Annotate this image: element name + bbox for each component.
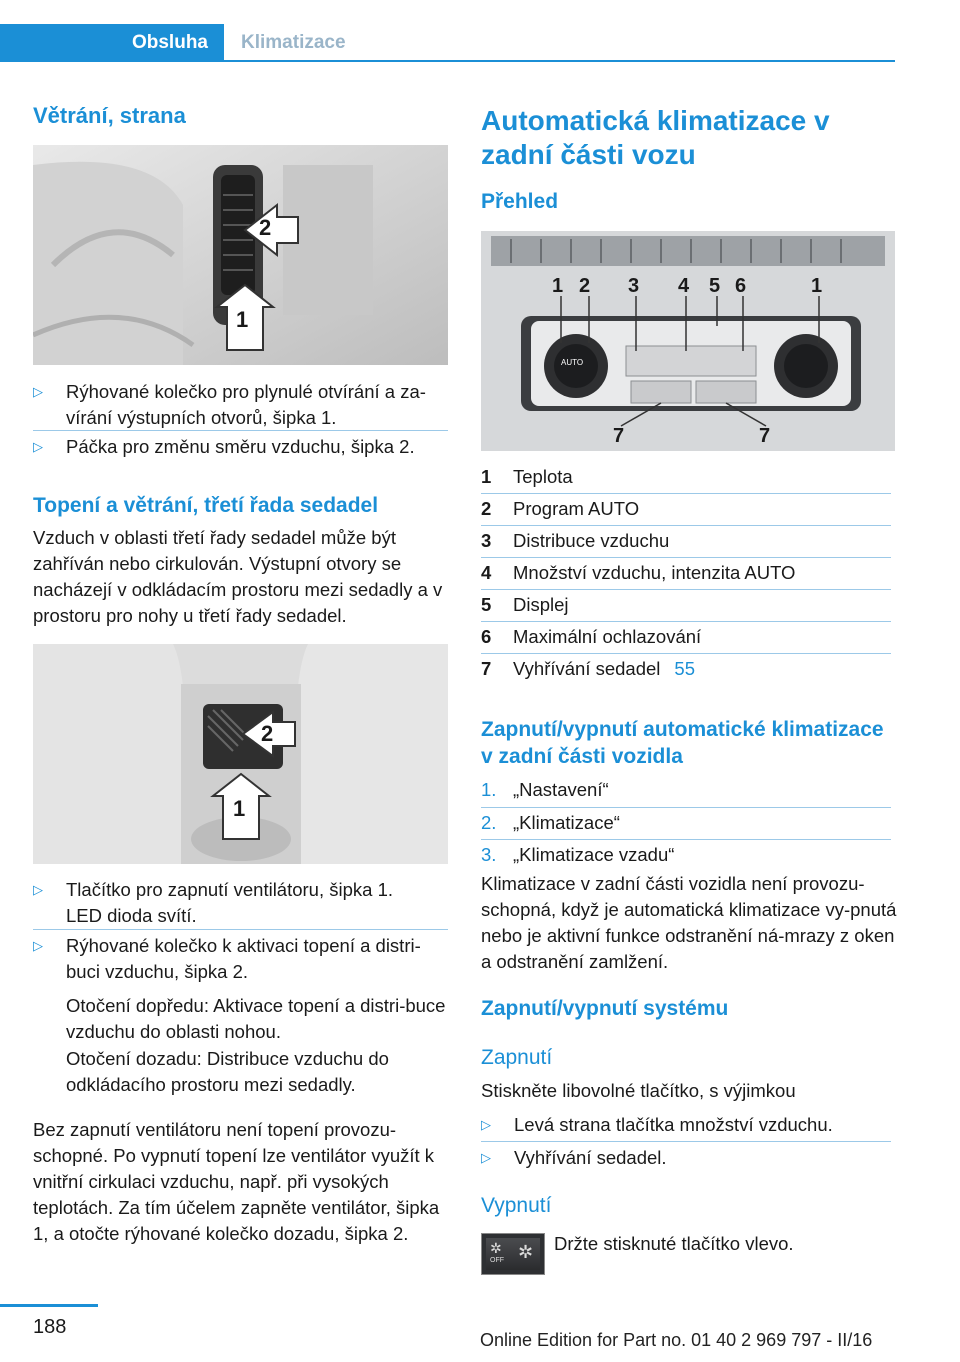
panel-label: 2 bbox=[579, 275, 591, 297]
divider bbox=[481, 839, 891, 840]
heading-onoff-auto: Zapnutí/vypnutí automatické klimatizace v zadní části vozidla bbox=[481, 718, 884, 768]
heading-off: Vypnutí bbox=[481, 1194, 552, 1217]
panel-label: 1 bbox=[811, 275, 823, 297]
panel-label: 7 bbox=[613, 425, 625, 447]
fan-large-icon: ✲ bbox=[518, 1242, 534, 1262]
panel-label: 3 bbox=[628, 275, 640, 297]
panel-label: 5 bbox=[709, 275, 721, 297]
bullet-triangle-icon: ▷ bbox=[33, 882, 43, 897]
chapter-tabs bbox=[0, 24, 895, 62]
heading-overview: Přehled bbox=[481, 190, 559, 213]
heading-rear-auto-climate: Automatická klimatizace v zadní části vozu bbox=[481, 105, 830, 170]
panel-auto-label: AUTO bbox=[561, 358, 584, 367]
header-rule bbox=[0, 60, 895, 62]
heading-heat-third-row: Topení a větrání, třetí řada sedadel bbox=[33, 494, 379, 517]
paragraph-on: Stiskněte libovolné tlačítko, s výjimkou bbox=[481, 1080, 796, 1101]
divider bbox=[481, 807, 891, 808]
divider bbox=[481, 557, 891, 558]
side-vent-photo bbox=[33, 145, 448, 365]
arrow-1-label: 1 bbox=[233, 796, 246, 821]
arrow-1-icon bbox=[33, 644, 448, 864]
divider bbox=[481, 493, 891, 494]
panel-label: 7 bbox=[759, 425, 771, 447]
fan-small-icon: ✲ bbox=[490, 1240, 502, 1256]
divider bbox=[481, 653, 891, 654]
third-row-vent-photo bbox=[33, 644, 448, 864]
divider bbox=[33, 430, 448, 431]
tab-obsluha[interactable]: Obsluha bbox=[0, 24, 224, 62]
bullet-triangle-icon: ▷ bbox=[33, 439, 43, 454]
bullet-triangle-icon: ▷ bbox=[33, 938, 43, 953]
arrow-2-label: 2 bbox=[261, 721, 274, 746]
divider bbox=[33, 929, 448, 930]
tab-klimatizace[interactable]: Klimatizace bbox=[241, 32, 346, 53]
rear-climate-panel-photo bbox=[481, 231, 895, 451]
edition-text: Online Edition for Part no. 01 40 2 969 797 - II/16 bbox=[480, 1330, 873, 1350]
panel-label: 6 bbox=[735, 275, 747, 297]
divider bbox=[481, 621, 891, 622]
paragraph-fan-note: Bez zapnutí ventilátoru není topení provozu-schopné. Po vypnutí topení lze ventilátor využít k vnitřní cirkulaci vzduchu, např. při vysokých teplotách. Za tím účelem zapněte ventilátor, šipka 1, a otočte rýhované kolečko dozadu, šipka 2. bbox=[33, 1119, 440, 1244]
bullet-triangle-icon: ▷ bbox=[33, 384, 43, 399]
off-label: OFF bbox=[490, 1257, 504, 1264]
paragraph-rear-climate-note: Klimatizace v zadní části vozidla není provozu-schopná, když je automatická klimatizace vy-pnutá nebo je aktivní funkce odstranění ná-mrazy z oken a odstranění zamlžení. bbox=[481, 873, 897, 972]
page-ref-link[interactable]: 55 bbox=[674, 658, 695, 679]
panel-label: 1 bbox=[552, 275, 564, 297]
heading-on: Zapnutí bbox=[481, 1046, 553, 1069]
divider bbox=[481, 1141, 891, 1142]
divider bbox=[481, 589, 891, 590]
footer-rule bbox=[0, 1304, 98, 1307]
arrow-2-label: 2 bbox=[259, 215, 272, 240]
bullet-triangle-icon: ▷ bbox=[481, 1117, 491, 1132]
divider bbox=[481, 525, 891, 526]
paragraph-off: Držte stisknuté tlačítko vlevo. bbox=[554, 1233, 794, 1254]
heading-vent-side: Větrání, strana bbox=[33, 103, 186, 128]
arrow-1-label: 1 bbox=[236, 307, 249, 332]
bullet-triangle-icon: ▷ bbox=[481, 1150, 491, 1165]
panel-label: 4 bbox=[678, 275, 690, 297]
fan-off-button-image bbox=[481, 1233, 545, 1275]
page-number: 188 bbox=[33, 1316, 67, 1338]
paragraph-third-row: Vzduch v oblasti třetí řady sedadel může být zahříván nebo cirkulován. Výstupní otvory se nacházejí v odkládacím prostoru mezi sedadly a v prostoru pro nohy u třetí řady sedadel. bbox=[33, 527, 443, 626]
heading-onoff-system: Zapnutí/vypnutí systému bbox=[481, 997, 729, 1020]
